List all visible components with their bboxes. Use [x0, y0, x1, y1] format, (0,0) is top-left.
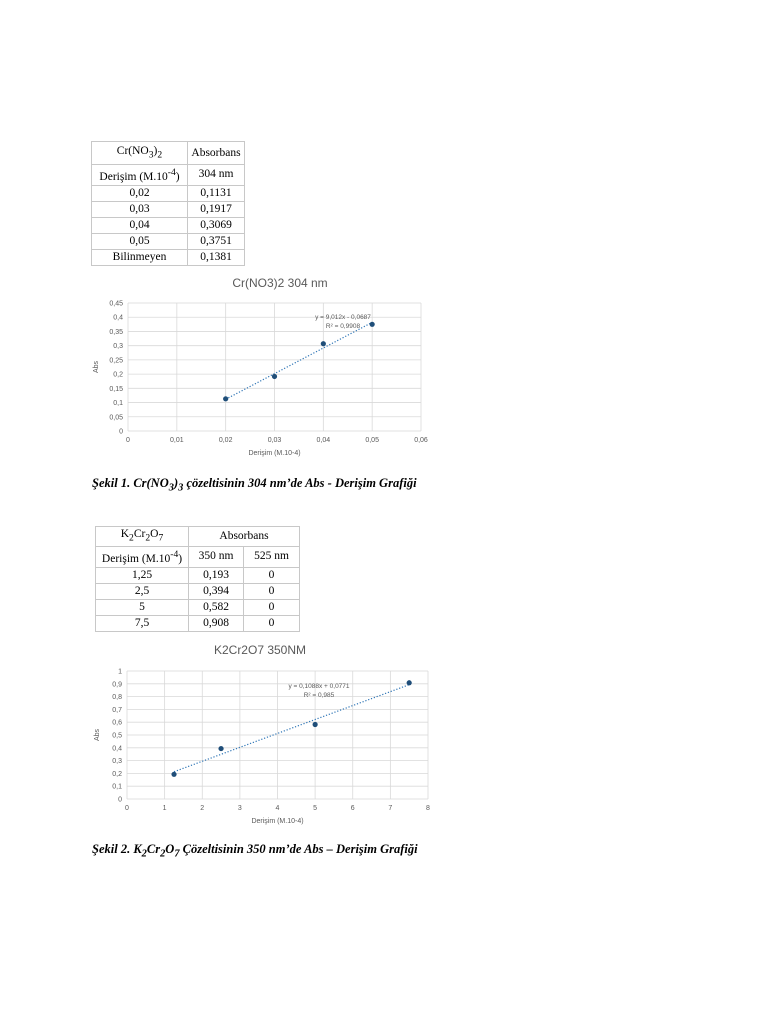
cell-concentration: 7,5	[96, 615, 189, 631]
y-tick-label: 0	[118, 796, 122, 804]
subheader-wavelength-350: 350 nm	[189, 547, 244, 568]
y-tick-label: 0,2	[113, 371, 123, 379]
table-row	[92, 217, 245, 233]
table-header-row	[92, 142, 245, 165]
header-text: Cr(NO	[116, 144, 149, 157]
y-tick-label: 0,3	[112, 758, 122, 766]
subheader-text: )	[178, 552, 183, 565]
cell-abs-350: 0,193	[189, 567, 244, 583]
cell-absorbance: 0,1131	[188, 185, 245, 201]
data-point	[218, 746, 223, 751]
caption-text: çözeltisinin 304 nm’de Abs - Derişim Grafiği	[183, 476, 417, 490]
x-tick-label: 0	[125, 805, 129, 812]
x-tick-label: 6	[350, 805, 355, 812]
table-row	[96, 567, 300, 583]
subheader-wavelength-525: 525 nm	[244, 547, 300, 568]
trendline	[174, 685, 409, 772]
caption-text: Şekil 1. Cr(NO	[92, 476, 169, 490]
y-tick-label: 1	[118, 668, 122, 676]
y-tick-label: 0,8	[112, 694, 122, 702]
cell-absorbance: 0,3751	[188, 233, 245, 249]
subscript: 7	[158, 532, 164, 544]
x-tick-label: 0,04	[316, 437, 331, 444]
x-tick-label: 0,03	[267, 437, 282, 444]
table-row	[96, 583, 300, 599]
cell-concentration: 0,03	[92, 201, 188, 217]
data-point	[272, 374, 277, 379]
cell-abs-350: 0,908	[189, 615, 244, 631]
table-row	[92, 185, 245, 201]
trendline-equation: y = 0,1088x + 0,0771	[288, 683, 350, 690]
caption-text: )	[173, 476, 179, 490]
trendline-r2: R² = 0,985	[303, 692, 335, 699]
header-text: )	[153, 144, 158, 157]
trendline	[226, 322, 372, 399]
caption-text: Çözeltisinin 350 nm’de Abs – Derişim Grafiği	[179, 842, 418, 856]
caption-text: O	[165, 842, 175, 856]
x-tick-label: 1	[162, 805, 167, 812]
cell-absorbance: 0,3069	[188, 217, 245, 233]
chart-title: K2Cr2O7 350NM	[213, 643, 307, 657]
subheader-text: )	[175, 170, 180, 183]
table-row	[92, 233, 245, 249]
data-point	[321, 341, 326, 346]
subheader-concentration	[96, 547, 189, 568]
y-tick-label: 0,5	[112, 732, 122, 740]
y-tick-label: 0,7	[112, 706, 122, 714]
chart-k2cr2o7	[90, 637, 432, 831]
cell-concentration: 0,04	[92, 217, 188, 233]
table-row	[92, 201, 245, 217]
subscript: 2	[157, 149, 163, 161]
y-tick-label: 0,3	[113, 343, 123, 351]
cell-concentration: 0,05	[92, 233, 188, 249]
cell-abs-525: 0	[244, 615, 300, 631]
header-absorbans: Absorbans	[188, 142, 245, 165]
trendline-r2: R² = 0,9908	[325, 323, 361, 330]
x-axis-label: Derişim (M.10-4)	[248, 450, 301, 457]
x-tick-label: 0	[126, 437, 130, 444]
cell-absorbance: 0,1381	[188, 249, 245, 265]
subheader-text: Derişim (M.10	[99, 170, 168, 183]
cell-concentration: 5	[96, 599, 189, 615]
cell-abs-350: 0,394	[189, 583, 244, 599]
header-absorbans: Absorbans	[189, 527, 300, 547]
x-tick-label: 0,01	[170, 437, 184, 444]
data-point	[313, 722, 318, 727]
data-point	[223, 396, 228, 401]
header-text: K	[120, 528, 130, 541]
y-tick-label: 0,4	[112, 745, 122, 753]
cell-concentration: 1,25	[96, 567, 189, 583]
x-tick-label: 8	[426, 805, 430, 812]
y-tick-label: 0,35	[109, 328, 123, 336]
header-text: O	[150, 528, 159, 541]
figure-1-caption	[92, 476, 417, 494]
subscript: 3	[178, 482, 184, 494]
figure-2-caption	[92, 842, 418, 860]
y-tick-label: 0,2	[112, 770, 122, 778]
table-k2cr2o7	[95, 526, 300, 632]
subscript: 2	[160, 848, 166, 860]
x-axis-label: Derişim (M.10-4)	[251, 818, 304, 825]
subscript: 3	[148, 149, 154, 161]
data-point	[370, 322, 375, 327]
header-compound	[92, 142, 188, 165]
table-subheader-row	[96, 547, 300, 568]
cell-abs-525: 0	[244, 567, 300, 583]
cell-concentration: 2,5	[96, 583, 189, 599]
cell-concentration: Bilinmeyen	[92, 249, 188, 265]
x-tick-label: 5	[313, 805, 318, 812]
caption-text: Şekil 2. K	[92, 842, 142, 856]
header-text: Cr	[133, 528, 146, 541]
x-tick-label: 7	[388, 805, 393, 812]
table-subheader-row	[92, 165, 245, 186]
superscript: -4	[170, 549, 179, 560]
y-axis-label: Abs	[94, 728, 101, 742]
subscript: 2	[129, 532, 134, 544]
y-tick-label: 0,1	[113, 400, 123, 408]
y-tick-label: 0,05	[109, 414, 123, 422]
subscript: 2	[141, 848, 147, 860]
header-compound	[96, 527, 189, 547]
subheader-concentration	[92, 165, 188, 186]
cell-abs-525: 0	[244, 583, 300, 599]
x-tick-label: 0,02	[218, 437, 233, 444]
y-tick-label: 0,4	[113, 314, 123, 322]
subscript: 3	[168, 482, 174, 494]
x-tick-label: 4	[275, 805, 280, 812]
cell-absorbance: 0,1917	[188, 201, 245, 217]
subheader-text: Derişim (M.10	[101, 552, 171, 565]
table-cr-no3	[91, 141, 245, 266]
chart-cr-no3	[90, 268, 430, 464]
caption-text: Cr	[146, 842, 161, 856]
table-row	[92, 249, 245, 265]
cell-concentration: 0,02	[92, 185, 188, 201]
y-tick-label: 0,45	[109, 300, 123, 308]
subheader-wavelength: 304 nm	[188, 165, 245, 186]
y-tick-label: 0,25	[109, 357, 123, 365]
subscript: 7	[174, 848, 180, 860]
table-header-row	[96, 527, 300, 547]
y-tick-label: 0,6	[112, 719, 122, 727]
x-tick-label: 3	[237, 805, 242, 812]
y-tick-label: 0,15	[109, 385, 123, 393]
data-point	[171, 772, 176, 777]
y-axis-label: Abs	[93, 360, 100, 374]
y-tick-label: 0,9	[112, 681, 122, 689]
x-tick-label: 2	[200, 805, 205, 812]
y-tick-label: 0	[119, 428, 123, 436]
cell-abs-525: 0	[244, 599, 300, 615]
trendline-equation: y = 9,012x - 0,0687	[315, 314, 371, 321]
chart-title: Cr(NO3)2 304 nm	[232, 276, 328, 290]
x-tick-label: 0,06	[414, 437, 428, 444]
subscript: 2	[145, 532, 151, 544]
table-row	[96, 615, 300, 631]
data-point	[407, 680, 412, 685]
table-row	[96, 599, 300, 615]
superscript: -4	[167, 167, 176, 178]
cell-abs-350: 0,582	[189, 599, 244, 615]
x-tick-label: 0,05	[365, 437, 379, 444]
y-tick-label: 0,1	[112, 783, 122, 791]
